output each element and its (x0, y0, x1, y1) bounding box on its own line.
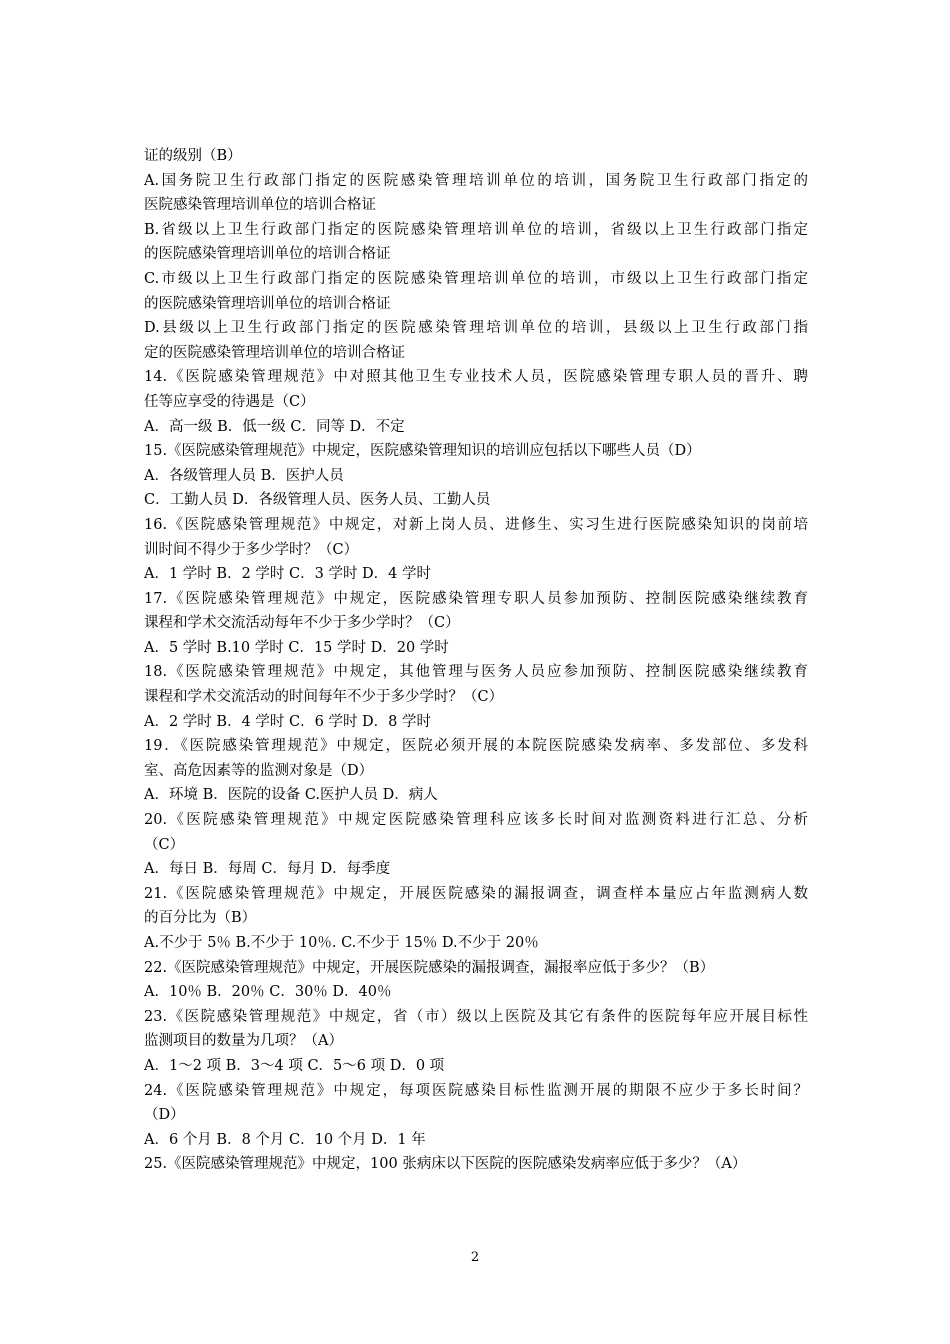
text-line: A．高一级 B．低一级 C．同等 D．不定 (144, 418, 405, 435)
text-line: 定的医院感染管理培训单位的培训合格证 (144, 344, 405, 361)
text-line: 24.《医院感染管理规范》中规定，每项医院感染目标性监测开展的期限不应少于多长时间？ (144, 1082, 808, 1099)
text-line: D.县级以上卫生行政部门指定的医院感染管理培训单位的培训，县级以上卫生行政部门指 (144, 320, 808, 337)
text-line: 19．《医院感染管理规范》中规定，医院必须开展的本院医院感染发病率、多发部位、多发科 (144, 738, 808, 755)
text-line: 课程和学术交流活动每年不少于多少学时？（C） (144, 615, 460, 632)
text-line: C.市级以上卫生行政部门指定的医院感染管理培训单位的培训，市级以上卫生行政部门指定 (144, 270, 808, 287)
document-body (144, 144, 808, 1177)
text-line: 17.《医院感染管理规范》中规定，医院感染管理专职人员参加预防、控制医院感染继续教育 (144, 590, 808, 607)
text-line: A．环境 B．医院的设备 C.医护人员 D．病人 (144, 787, 438, 804)
text-line: 任等应享受的待遇是（C） (144, 393, 315, 410)
text-line: 医院感染管理培训单位的培训合格证 (144, 197, 376, 214)
text-line: 课程和学术交流活动的时间每年不少于多少学时？（C） (144, 689, 504, 706)
text-line: 的医院感染管理培训单位的培训合格证 (144, 246, 391, 263)
text-line: 20.《医院感染管理规范》中规定医院感染管理科应该多长时间对监测资料进行汇总、分析 (144, 812, 808, 829)
text-line: A.国务院卫生行政部门指定的医院感染管理培训单位的培训，国务院卫生行政部门指定的 (144, 172, 808, 189)
text-line: 证的级别（B） (144, 148, 242, 164)
text-line: A.不少于 5％ B.不少于 10％. C.不少于 15％ D.不少于 20％ (144, 935, 539, 951)
text-line: 16.《医院感染管理规范》中规定，对新上岗人员、进修生、实习生进行医院感染知识的岗前培 (144, 516, 808, 533)
text-line: B.省级以上卫生行政部门指定的医院感染管理培训单位的培训，省级以上卫生行政部门指定 (144, 221, 808, 238)
text-line: 室、高危因素等的监测对象是（D） (144, 762, 374, 779)
text-line: 25.《医院感染管理规范》中规定，100 张病床以下医院的医院感染发病率应低于多少？（A） (144, 1156, 747, 1173)
text-line: C．工勤人员 D．各级管理人员、医务人员、工勤人员 (144, 492, 491, 509)
text-line: 的百分比为（B） (144, 910, 257, 927)
text-line: （D） (144, 1107, 185, 1124)
text-line: 监测项目的数量为几项？（A） (144, 1033, 343, 1050)
text-line: A．6 个月 B．8 个月 C．10 个月 D．1 年 (144, 1131, 426, 1148)
text-line: A．10％ B．20％ C．30％ D．40％ (144, 984, 392, 1001)
text-line: 23.《医院感染管理规范》中规定，省（市）级以上医院及其它有条件的医院每年应开展目标性 (144, 1008, 808, 1025)
text-line: A．1～2 项 B．3～4 项 C．5～6 项 D．0 项 (144, 1057, 445, 1074)
text-line: 14.《医院感染管理规范》中对照其他卫生专业技术人员，医院感染管理专职人员的晋升、聘 (144, 369, 808, 386)
text-line: A．各级管理人员 B．医护人员 (144, 467, 344, 484)
text-line: 18.《医院感染管理规范》中规定，其他管理与医务人员应参加预防、控制医院感染继续教育 (144, 664, 808, 681)
text-line: 15.《医院感染管理规范》中规定，医院感染管理知识的培训应包括以下哪些人员（D） (144, 443, 701, 460)
text-line: 的医院感染管理培训单位的培训合格证 (144, 295, 391, 312)
page-number: 2 (470, 1250, 480, 1265)
text-line: A．每日 B．每周 C．每月 D．每季度 (144, 861, 391, 878)
text-line: 22.《医院感染管理规范》中规定，开展医院感染的漏报调查，漏报率应低于多少？（B） (144, 959, 715, 976)
text-line: A．1 学时 B．2 学时 C．3 学时 D．4 学时 (144, 566, 432, 583)
text-line: （C） (144, 836, 185, 853)
text-line: 训时间不得少于多少学时？（C） (144, 541, 359, 558)
text-line: A．5 学时 B.10 学时 C．15 学时 D．20 学时 (144, 639, 449, 656)
text-line: 21.《医院感染管理规范》中规定，开展医院感染的漏报调查，调查样本量应占年监测病人数 (144, 885, 808, 902)
text-line: A．2 学时 B．4 学时 C．6 学时 D．8 学时 (144, 713, 432, 730)
